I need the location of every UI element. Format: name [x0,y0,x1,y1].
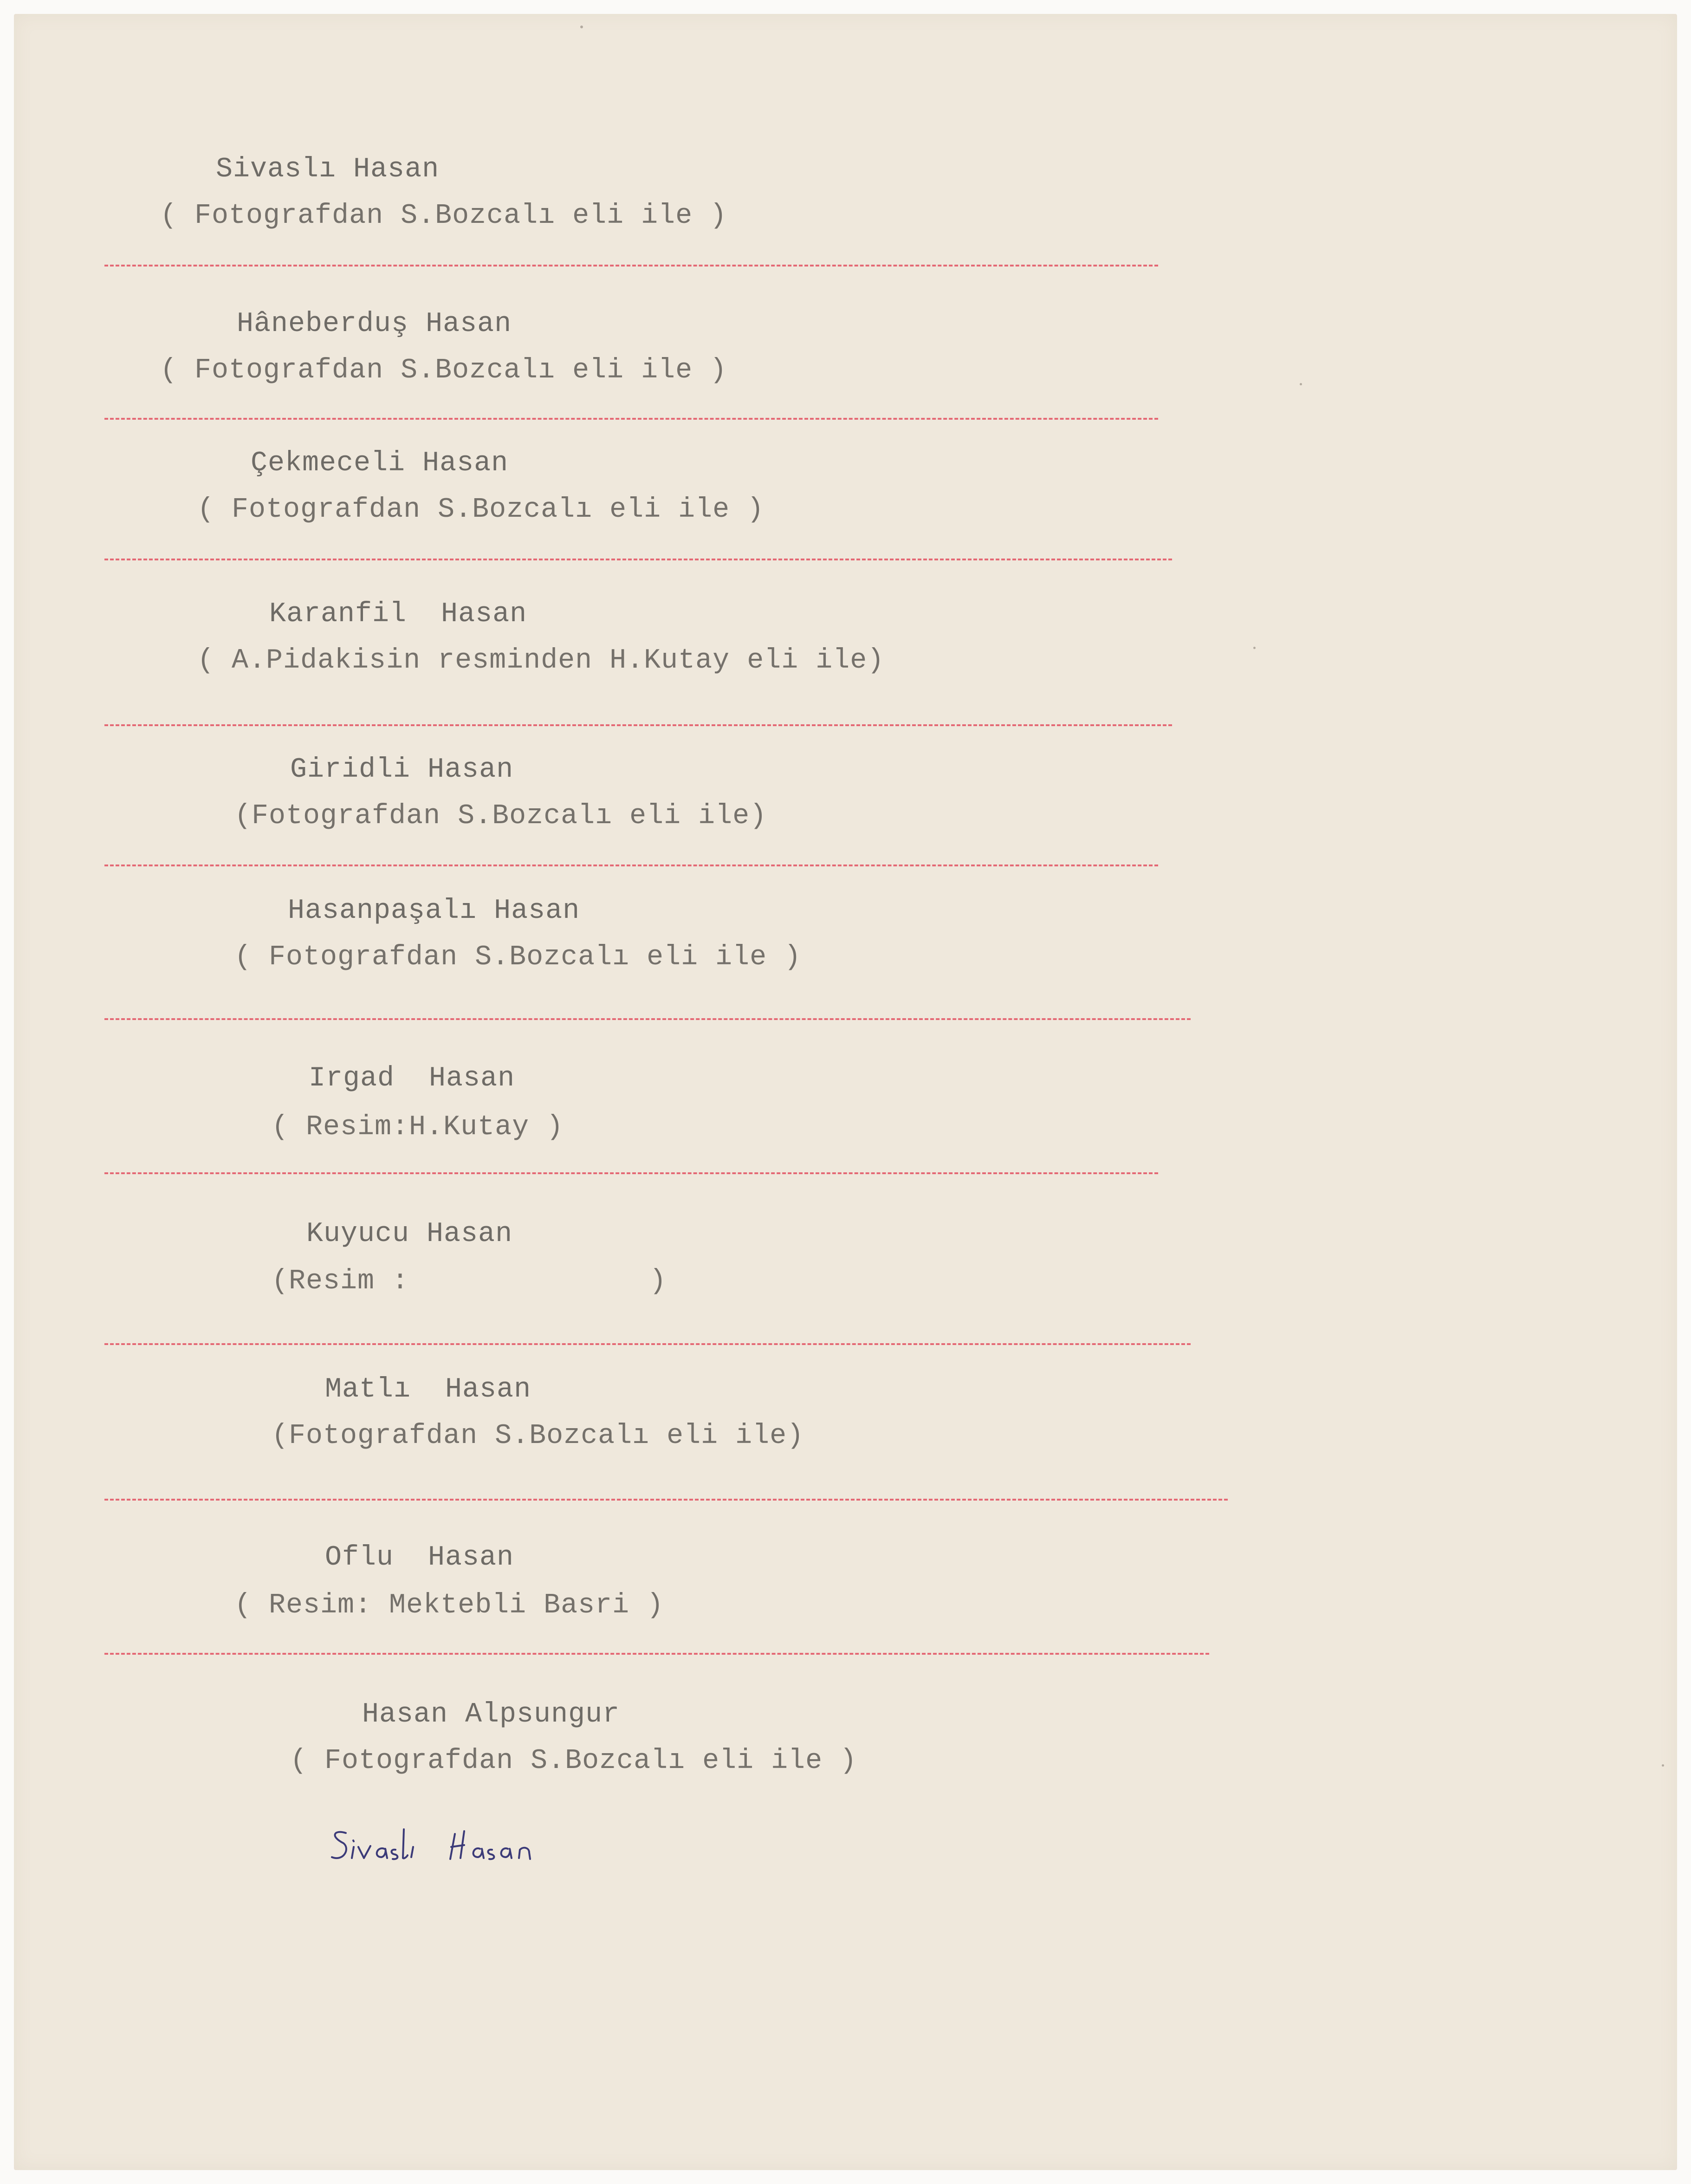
red-dashed-separator [104,418,1158,420]
entry-credit: ( A.Pidakisin resminden H.Kutay eli ile) [197,645,885,676]
entry-credit: ( Fotografdan S.Bozcalı eli ile ) [290,1745,857,1777]
red-dashed-separator [104,1343,1191,1345]
entry-name: Hâneberduş Hasan [237,308,512,340]
entry-credit: (Fotografdan S.Bozcalı eli ile) [234,800,767,832]
red-dashed-separator [104,1172,1158,1174]
red-dashed-separator [104,724,1172,726]
red-dashed-separator [104,864,1158,866]
red-dashed-separator [104,559,1172,560]
red-dashed-separator [104,1499,1228,1501]
red-dashed-separator [104,1018,1191,1020]
entry-credit: (Resim : ) [272,1266,667,1297]
entry-credit: ( Fotografdan S.Bozcalı eli ile ) [160,355,727,386]
entry-credit: ( Fotografdan S.Bozcalı eli ile ) [197,494,765,526]
paper-speck [1662,1764,1664,1767]
entry-name: Sivaslı Hasan [216,154,440,185]
entry-name: Hasanpaşalı Hasan [288,895,580,927]
entry-name: Hasan Alpsungur [362,1699,620,1730]
entry-name: Çekmeceli Hasan [251,448,509,479]
entry-credit: (Fotografdan S.Bozcalı eli ile) [272,1420,804,1452]
entry-name: Karanfil Hasan [269,598,527,630]
entry-credit: ( Resim: Mektebli Basri ) [234,1590,664,1621]
entry-name: Irgad Hasan [309,1063,515,1094]
entry-name: Kuyucu Hasan [306,1218,513,1250]
entry-credit: ( Fotografdan S.Bozcalı eli ile ) [234,942,802,973]
handwritten-note [325,1811,585,1880]
entry-credit: ( Fotografdan S.Bozcalı eli ile ) [160,200,727,232]
entry-credit: ( Resim:H.Kutay ) [272,1112,564,1143]
entry-name: Oflu Hasan [325,1542,514,1573]
paper-speck [1253,647,1256,649]
entry-name: Matlı Hasan [325,1374,531,1405]
paper-speck [1300,383,1302,385]
paper-speck [580,26,583,28]
entry-name: Giridli Hasan [290,754,514,786]
red-dashed-separator [104,265,1158,266]
red-dashed-separator [104,1653,1209,1655]
